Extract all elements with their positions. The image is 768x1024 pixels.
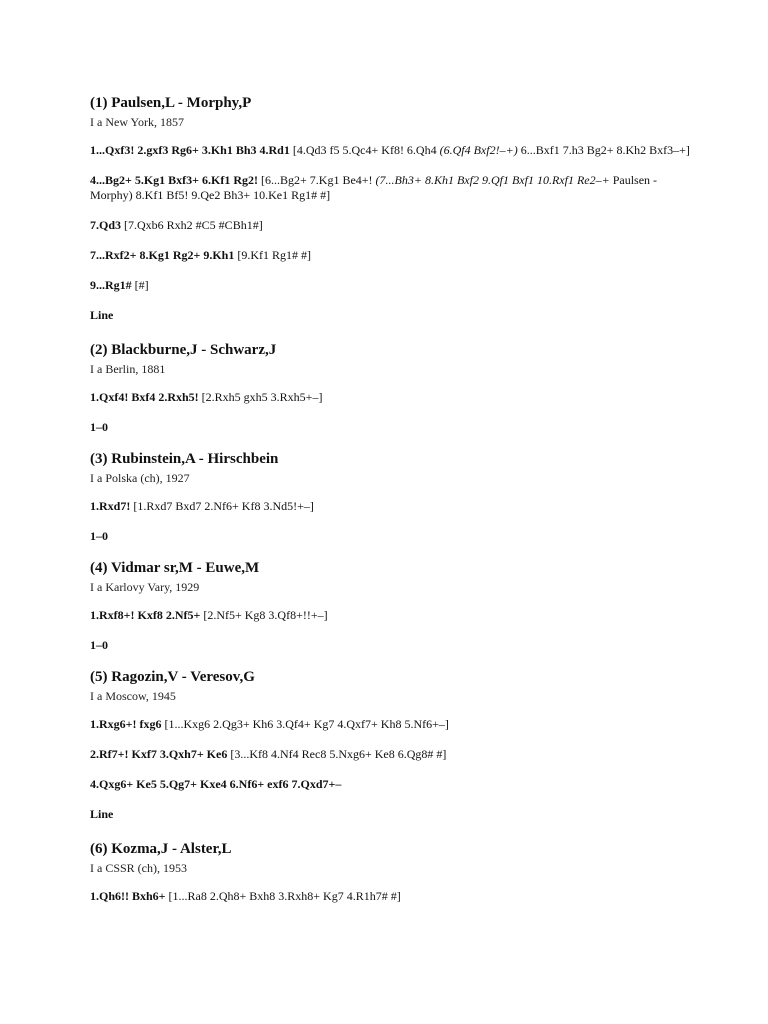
game-event: I a Berlin, 1881 [90,362,166,376]
move-paragraph [90,717,690,732]
game-event: I a New York, 1857 [90,115,184,129]
main-line-moves: 7.Qd3 [90,218,122,232]
variation-text: [4.Qd3 f5 5.Qc4+ Kf8! 6.Qh4 [289,143,440,157]
main-line-moves: 2.Rf7+! Kxf7 3.Qxh7+ Ke6 [90,747,228,761]
main-line-moves: 4.Qxg6+ Ke5 5.Qg7+ Kxe4 6.Nf6+ exf6 7.Qxd7+– [90,777,342,791]
variation-text: [7.Qxb6 Rxh2 #C5 #CBh1#] [121,218,263,232]
move-paragraph [90,248,690,263]
variation-text: [6...Bg2+ 7.Kg1 Be4+! [258,173,376,187]
game-section [90,559,690,653]
game-event: I a Karlovy Vary, 1929 [90,580,200,594]
variation-text: [1.Rxd7 Bxd7 2.Nf6+ Kf8 3.Nd5!+–] [130,499,314,513]
variation-text: [1...Ra8 2.Qh8+ Bxh8 3.Rxh8+ Kg7 4.R1h7# #] [165,889,401,903]
line-label: Line [90,807,114,821]
move-paragraph [90,499,690,514]
game-title: (3) Rubinstein,A - Hirschbein [90,451,279,467]
variation-text: [#] [131,278,149,292]
game-result: 1–0 [90,638,108,652]
variation-text: [2.Nf5+ Kg8 3.Qf8+!!+–] [200,608,328,622]
move-paragraph [90,889,690,904]
main-line-moves: 1.Qh6!! Bxh6+ [90,889,166,903]
move-paragraph [90,218,690,233]
game-section [90,668,690,822]
line-label: Line [90,308,114,322]
main-line-moves: 1...Qxf3! 2.gxf3 Rg6+ 3.Kh1 Bh3 4.Rd1 [90,143,290,157]
variation-text: [2.Rxh5 gxh5 3.Rxh5+–] [198,390,323,404]
move-paragraph [90,278,690,293]
game-result: 1–0 [90,529,108,543]
move-paragraph [90,747,690,762]
sub-variation: (6.Qf4 Bxf2!–+) [439,143,518,157]
main-line-moves: 1.Rxg6+! fxg6 [90,717,162,731]
game-section [90,840,690,904]
move-paragraph [90,143,690,158]
game-event: I a Polska (ch), 1927 [90,471,190,485]
variation-text: Paulsen - Morphy) 8.Kf1 Bf5! 9.Qe2 Bh3+ 10.Ke1 Rg1# #] [90,173,658,202]
main-line-moves: 7...Rxf2+ 8.Kg1 Rg2+ 9.Kh1 [90,248,235,262]
main-line-moves: 1.Qxf4! Bxf4 2.Rxh5! [90,390,199,404]
game-section [90,94,690,323]
game-result: 1–0 [90,420,108,434]
game-title: (6) Kozma,J - Alster,L [90,841,232,857]
variation-text: [9.Kf1 Rg1# #] [234,248,312,262]
game-title: (5) Ragozin,V - Veresov,G [90,669,255,685]
move-paragraph [90,608,690,623]
variation-text: [1...Kxg6 2.Qg3+ Kh6 3.Qf4+ Kg7 4.Qxf7+ Kh8 5.Nf6+–] [161,717,449,731]
game-title: (1) Paulsen,L - Morphy,P [90,95,252,111]
main-line-moves: 9...Rg1# [90,278,132,292]
sub-variation: (7...Bh3+ 8.Kh1 Bxf2 9.Qf1 Bxf1 10.Rxf1 Re2–+ [375,173,610,187]
document-page [90,94,690,919]
game-event: I a CSSR (ch), 1953 [90,861,187,875]
variation-text: 6...Bxf1 7.h3 Bg2+ 8.Kh2 Bxf3–+] [517,143,690,157]
move-paragraph [90,777,690,792]
move-paragraph [90,173,690,203]
game-section [90,341,690,435]
main-line-moves: 1.Rxd7! [90,499,131,513]
variation-text: [3...Kf8 4.Nf4 Rec8 5.Nxg6+ Ke8 6.Qg8# #] [227,747,447,761]
main-line-moves: 4...Bg2+ 5.Kg1 Bxf3+ 6.Kf1 Rg2! [90,173,259,187]
main-line-moves: 1.Rxf8+! Kxf8 2.Nf5+ [90,608,201,622]
game-section [90,450,690,544]
game-event: I a Moscow, 1945 [90,689,176,703]
game-title: (4) Vidmar sr,M - Euwe,M [90,560,260,576]
game-title: (2) Blackburne,J - Schwarz,J [90,342,277,358]
move-paragraph [90,390,690,405]
